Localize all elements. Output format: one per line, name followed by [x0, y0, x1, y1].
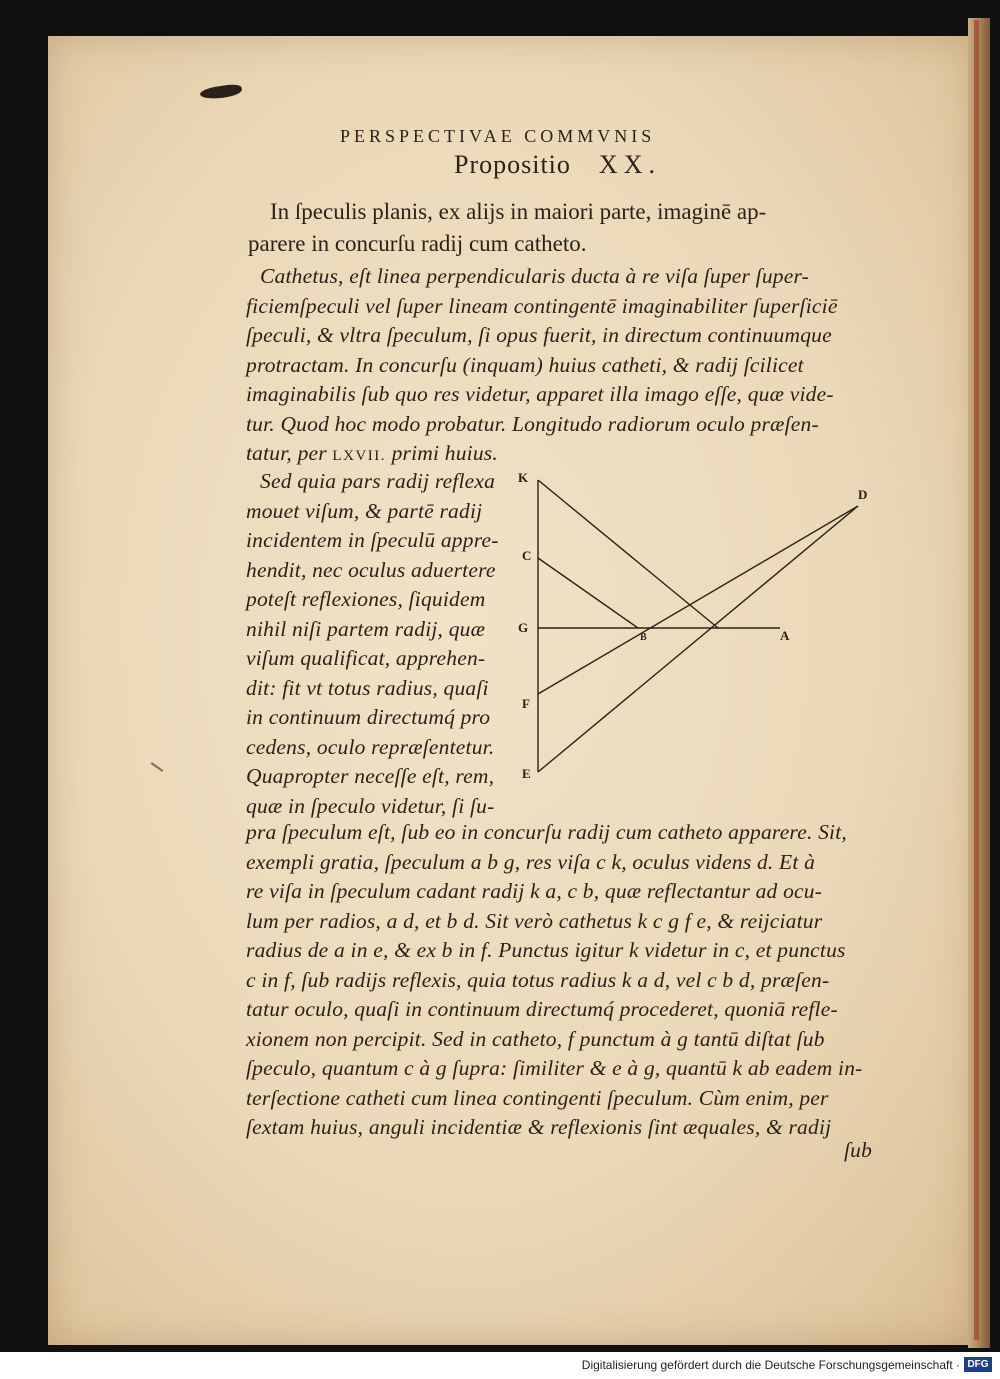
text-line: quæ in ſpeculo videtur, ſi ſu-: [246, 793, 495, 818]
label-b: B: [640, 632, 647, 643]
label-f: F: [522, 696, 530, 711]
proposition-number: XX.: [598, 150, 661, 179]
footer-credit: Digitalisierung gefördert durch die Deutsche Forschungsgemeinschaft ·: [581, 1358, 960, 1372]
text-line: poteſt reflexiones, ſiquidem: [246, 587, 486, 611]
ray-c-b: [538, 558, 638, 628]
text-line: Sed quia pars radij reflexa: [260, 469, 496, 493]
text-line: re viſa in ſpeculum cadant radij k a, c b, quæ reflectantur ad ocu-: [246, 879, 823, 903]
text-line: protractam. In concurſu (inquam) huius catheti, & radij ſcilicet: [246, 352, 804, 377]
side-column-text: [246, 467, 529, 821]
text-line: nihil niſi partem radij, quæ: [246, 616, 486, 641]
red-page-edge: [974, 20, 979, 1340]
label-c: C: [522, 548, 532, 563]
text-line: pra ſpeculum eſt, ſub eo in concurſu radij cum catheto apparere. Sit,: [246, 820, 847, 844]
text-line: mouet viſum, & partē radij: [246, 498, 483, 523]
text-line: exempli gratia, ſpeculum a b g, res viſa c k, oculus videns d. Et à: [246, 849, 816, 874]
footer-bar: [0, 1352, 1000, 1379]
text-line: ficiemſpeculi vel ſuper lineam contingentē imaginabiliter ſuperſiciē: [246, 293, 838, 318]
text-line: ſpeculi, & vltra ſpeculum, ſi opus fuerit, in directum continuumque: [246, 323, 832, 347]
text-line: ſpeculo, quantum c à g ſupra: ſimiliter & e à g, quantū k ab eadem in-: [246, 1056, 863, 1080]
text-line: xionem non percipit. Sed in catheto, f punctum à g tantū diſtat ſub: [246, 1026, 825, 1051]
text-line: incidentem in ſpeculū appre-: [246, 528, 499, 552]
roman-numeral: LXVII.: [332, 448, 386, 464]
dfg-logo[interactable]: DFG: [964, 1357, 992, 1372]
enunciation: [248, 196, 890, 260]
ray-b-d-f: [538, 506, 858, 694]
text-line: hendit, nec oculus aduertere: [246, 557, 496, 582]
text-line: Quapropter neceſſe eſt, rem,: [246, 764, 495, 788]
label-g: G: [518, 620, 529, 635]
text-line: terſectione catheti cum linea contingenti ſpeculum. Cùm enim, per: [246, 1085, 829, 1110]
paragraph-cathetus: [246, 262, 886, 472]
running-head: PERSPECTIVAE COMMVNIS: [340, 126, 656, 146]
text-line: cedens, oculo repræſentetur.: [246, 734, 495, 759]
text-fragment: primi huius.: [386, 441, 498, 465]
page-edge: [968, 18, 990, 1348]
label-d: D: [858, 487, 868, 502]
ray-k-a: [538, 480, 718, 628]
text-line: Cathetus, eſt linea perpendicularis ducta à re viſa ſuper ſuper-: [260, 264, 809, 288]
paragraph-example: [246, 818, 886, 1143]
catchword: ſub: [844, 1138, 873, 1162]
text-line: ſextam huius, anguli incidentiæ & reflexionis ſint æquales, & radij: [246, 1115, 832, 1139]
reflection-diagram: [510, 462, 880, 782]
text-line: tatur oculo, quaſi in continuum directumq́ procederet, quoniā refle-: [246, 997, 838, 1021]
proposition-word: Propositio: [454, 150, 571, 179]
text-line: radius de a in e, & ex b in f. Punctus igitur k videtur in c, et punctus: [246, 938, 846, 962]
label-a: A: [780, 628, 790, 643]
text-fragment: tatur, per: [246, 441, 333, 465]
ray-a-d-e: [538, 506, 858, 772]
proposition-title: [454, 150, 661, 180]
text-line: c in f, ſub radijs reflexis, quia totus radius k a d, vel c b d, præſen-: [246, 967, 830, 992]
enunciation-line: In ſpeculis planis, ex alijs in maiori parte, imaginē ap-: [270, 199, 767, 224]
text-line: tur. Quod hoc modo probatur. Longitudo radiorum oculo præſen-: [246, 411, 819, 436]
label-e: E: [522, 766, 531, 781]
text-line: lum per radios, a d, et b d. Sit verò cathetus k c g f e, & reijciatur: [246, 908, 823, 933]
text-line: viſum qualificat, apprehen-: [246, 646, 486, 670]
label-k: K: [518, 470, 529, 485]
text-line: in continuum directumq́ pro: [246, 705, 491, 729]
enunciation-line: parere in concurſu radij cum catheto.: [248, 231, 587, 256]
text-line: dit: fit vt totus radius, quaſi: [246, 675, 489, 700]
text-line: imaginabilis ſub quo res videtur, apparet illa imago eſſe, quæ vide-: [246, 382, 834, 406]
